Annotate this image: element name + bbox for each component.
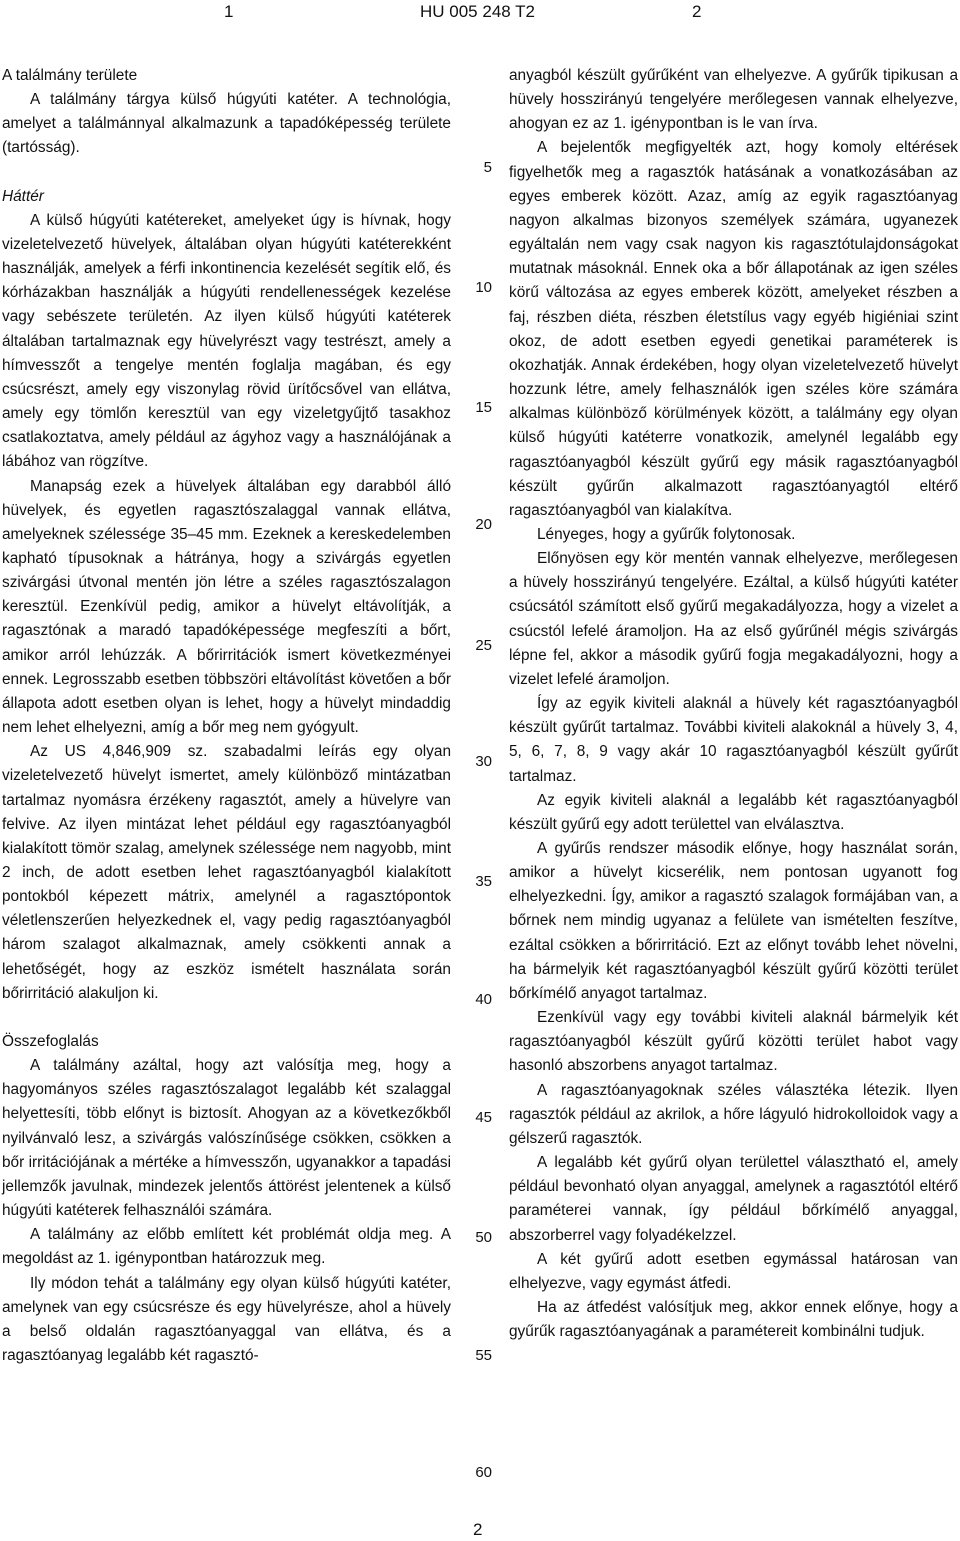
- page-number: 2: [473, 1520, 483, 1539]
- paragraph: Manapság ezek a hüvelyek általában egy darabból álló hüvelyek, és egyetlen ragasztószalaggal vannak ellátva, amelyeknek szélessége 35–45 mm. Ezeknek a kereskedelemben kapható típusoknak a hátránya, hogy a szivárgás egyetlen szivárgási útvonal mentén jön létre a széles ragasztószalagon keresztül. Ezenkívül pedig, amikor a hüvelyt eltávolítják, a ragasztónak a maradó tapadóképessége megfeszíti a bőrt, amikor arról lehúzzák. A bőrirritációk ismert következményei ennek. Legrosszabb esetben többszöri eltávolítást követően a bőr állapota adott esetben olyan is lehet, hogy a hüvelyt mindaddig nem lehet elhelyezni, amíg a bőr meg nem gyógyult.: [2, 477, 451, 737]
- paragraph: Ily módon tehát a találmány egy olyan külső húgyúti katéter, amelynek van egy csúcsrésze és egy hüvelyrésze, ahol a hüvely a belső oldalán ragasztóanyaggal van ellátva, és a ragasztóanyag legalább két ragasztó-: [2, 1274, 451, 1364]
- paragraph: A találmány azáltal, hogy azt valósítja meg, hogy a hagyományos széles ragasztószalagot legalább két szalaggal helyettesíti, több előnyt is biztosít. Ahogyan az a következőkből nyilvánvaló lesz, a szivárgás valószínűsége csökken, csökken a bőr irritációjának a mértéke a hímvesszőn, ugyanakkor a tapadási jellemzők javulnak, mindezek jelentős áttörést jelentenek a külső húgyúti katéterek felhasználói számára.: [2, 1057, 451, 1220]
- paragraph: Ha az átfedést valósítjuk meg, akkor ennek előnye, hogy a gyűrűk ragasztóanyagának a paramétereit kombinálni tudjuk.: [509, 1298, 958, 1341]
- line-number: 60: [475, 1464, 492, 1481]
- heading-summary: Összefoglalás: [2, 1032, 99, 1050]
- header-right-column-number: 2: [692, 2, 702, 21]
- paragraph-field: A találmány tárgya külső húgyúti katéter. A technológia, amelyet a találmánnyal alkalmazunk a tapadóképesség területe (tartósság).: [2, 91, 451, 157]
- paragraph: Ezenkívül vagy egy további kiviteli alaknál bármelyik két ragasztóanyagból készült gyűrű közötti terület habot vagy hasonló abszorbens anyagot tartalmaz.: [509, 1009, 958, 1075]
- heading-background: Háttér: [2, 187, 44, 205]
- section-gap: [2, 161, 451, 185]
- paragraph: A találmány az előbb említett két problémát oldja meg. A megoldást az 1. igénypontban határozzuk meg.: [2, 1226, 451, 1268]
- paragraph: Előnyösen egy kör mentén vannak elhelyezve, merőlegesen a hüvely hosszirányú tengelyére. Ezáltal, a külső húgyúti katéter csúcsától számított első gyűrű megakadályozza, hogy a vizelet a csúcstól lefelé áramoljon. Ha az első gyűrűnél mégis szivárgás lépne fel, akkor a második gyűrű fogja megakadályozni, hogy a vizelet lefelé áramoljon.: [509, 550, 958, 688]
- heading-field: A találmány területe: [2, 67, 138, 84]
- paragraph: A legalább két gyűrű olyan területtel választható el, amely például bevonható olyan anyaggal, amelynek a ragasztótól eltérő paraméterei vannak, így például bőrkímélő anyaggal, abszorberrel vagy folyadékelzzel.: [509, 1154, 958, 1244]
- line-number: 30: [475, 753, 492, 770]
- paragraph: Az egyik kiviteli alaknál a legalább két ragasztóanyagból készült gyűrű egy adott területtel van elválasztva.: [509, 791, 958, 833]
- paragraph: anyagból készült gyűrűként van elhelyezve. A gyűrűk tipikusan a hüvely hosszirányú tengelyére merőlegesen vannak elhelyezve, ahogyan ez az 1. igénypontban is le van írva.: [509, 67, 958, 133]
- line-number: 25: [475, 637, 492, 654]
- header-patent-number: HU 005 248 T2: [420, 2, 535, 21]
- paragraph: Lényeges, hogy a gyűrűk folytonosak.: [537, 525, 796, 543]
- line-number: 55: [475, 1347, 492, 1364]
- paragraph: A bejelentők megfigyelték azt, hogy komoly eltérések figyelhetők meg a ragasztók hatásának a vonatkozásában az egyes emberek között. Azaz, amíg az egyik ragasztóanyag nagyon alkalmas bizonyos személyek számára, ugyanezek egyáltalán nem vagy csak nagyon kis ragasztótulajdonságokat mutatnak másoknál. Ennek oka a bőr állapotának az igen széles körű változása az egyes emberek között, amelyeket részben a faj, részben diéta, részben életstílus vagy egyéb higiéniai szint okoz, de adott esetben egyedi genetikai paraméterek is okozhatják. Annak érdekében, hogy olyan vizeletelvezető hüvelyt hozzunk létre, amely felhasználók igen széles köre számára alkalmas különböző körülmények között, a találmány egy olyan külső húgyúti katéterre vonatkozik, amelynél legalább egy ragasztóanyagból készült gyűrű egy másik ragasztóanyagból készült gyűrűn alkalmazott ragasztóanyagtól eltérő ragasztóanyagból van kialakítva.: [509, 139, 958, 519]
- line-number: 40: [475, 991, 492, 1008]
- paragraph: A gyűrűs rendszer második előnye, hogy használat során, amikor a hüvelyt kicserélik, nem pontosan ugyanott fog elhelyezkedni. Így, amikor a ragasztó szalagok formájában van, a bőrnek nem mindig ugyanaz a felülete van ismételten feszítve, ezáltal csökken a bőrirritáció. Ezt az előnyt tovább lehet növelni, ha bármelyik két ragasztóanyagból készült gyűrű közötti terület bőrkímélő anyagot tartalmaz.: [509, 840, 958, 1002]
- paragraph: A külső húgyúti katétereket, amelyeket úgy is hívnak, hogy vizeletelvezető hüvelyek, általában olyan húgyúti katéterekként használják, amelyek a férfi inkontinencia kezelését segítik elő, és kórházakban használják a húgyúti rendellenességek kezelése vagy sebészete területén. Az ilyen külső húgyúti katéterek általában tartalmaznak egy hüvelyrészt vagy testrészt, amely a hímvesszőt a tengelye mentén foglalja magában, és egy csúcsrészt, amely egy viszonylag rövid ürítőcsővel van ellátva, amely egy tömlőn keresztül van egy vizeletgyűjtő tasakhoz csatlakoztatva, amely például az ágyhoz vagy a használójának a lábához van rögzítve.: [2, 211, 451, 471]
- section-gap: [2, 1006, 451, 1030]
- right-column: [509, 64, 958, 1344]
- left-column: [2, 64, 451, 1368]
- paragraph: A két gyűrű adott esetben egymással határosan van elhelyezve, vagy egymást átfedi.: [509, 1250, 958, 1292]
- line-number: 20: [475, 516, 492, 533]
- paragraph: Így az egyik kiviteli alaknál a hüvely két ragasztóanyagból készült gyűrűt tartalmaz. További kiviteli alakoknál a hüvely 3, 4, 5, 6, 7, 8, 9 vagy akár 10 ragasztóanyagból készült gyűrűt tartalmaz.: [509, 695, 958, 785]
- line-number: 45: [475, 1109, 492, 1126]
- line-number: 5: [483, 159, 492, 176]
- paragraph: Az US 4,846,909 sz. szabadalmi leírás egy olyan vizeletelvezető hüvelyt ismertet, amely különböző mintázatban tartalmaz nyomásra érzékeny ragasztót, amely a hüvelyre van felvive. Az ilyen mintázat lehet például egy ragasztóanyagból kialakított tömör szalag, amelynek szélessége nem nagyobb, mint 2 inch, de adott esetben lehet ragasztóanyagból kialakított pontokból képezett mátrix, amelynél a ragasztópontok véletlenszerűen helyezkednek el, vagy pedig ragasztóanyagból három szalagot alkalmaznak, amely csökkenti annak a lehetőségét, hogy az eszköz ismételt használata során bőrirritáció alakuljon ki.: [2, 743, 451, 1002]
- header-left-column-number: 1: [224, 2, 234, 21]
- line-number: 50: [475, 1229, 492, 1246]
- line-number: 15: [475, 399, 492, 416]
- line-number: 35: [475, 873, 492, 890]
- paragraph: A ragasztóanyagoknak széles választéka létezik. Ilyen ragasztók például az akrilok, a hőre lágyuló hidrokolloidok vagy a gélszerű ragasztók.: [509, 1081, 958, 1147]
- line-number: 10: [475, 279, 492, 296]
